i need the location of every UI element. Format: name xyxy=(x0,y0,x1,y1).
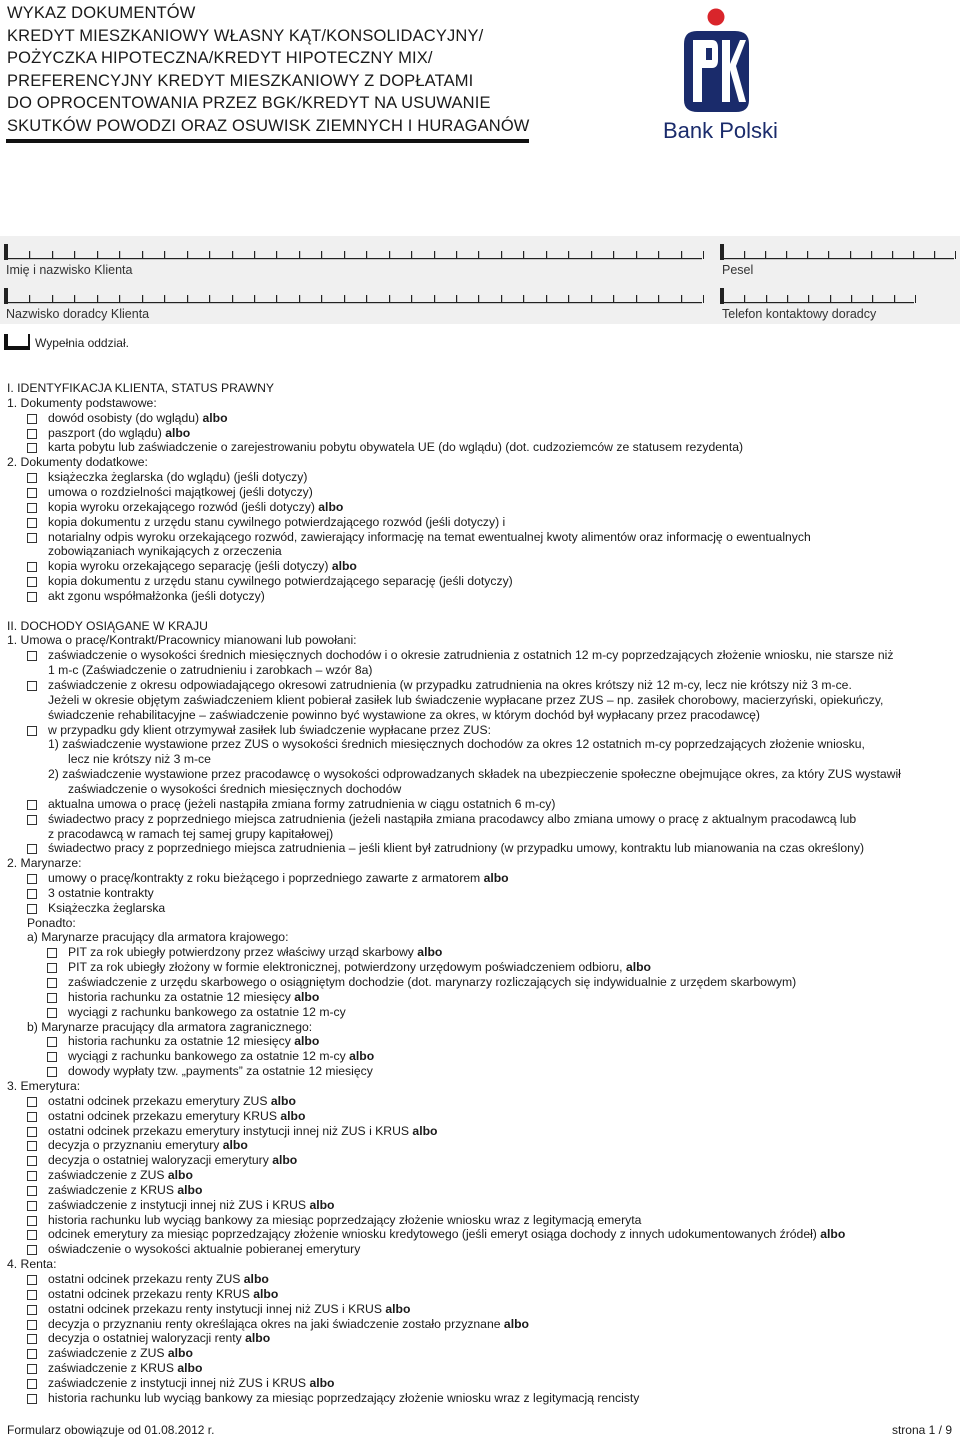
document-item xyxy=(48,1213,641,1228)
item-conjunction: albo xyxy=(177,1361,203,1376)
document-item xyxy=(48,901,165,916)
list-text xyxy=(7,856,82,871)
document-checkbox[interactable] xyxy=(27,1141,37,1151)
document-checkbox[interactable] xyxy=(27,429,37,439)
document-item xyxy=(48,515,505,530)
title-underline xyxy=(6,139,529,143)
item-text: świadectwo pracy z poprzedniego miejsca zatrudnienia (jeżeli nastąpiła zmiana pracodawcy albo zmiana umowy o pracę z aktualnym pracodawcą lub xyxy=(48,811,857,826)
item-conjunction: albo xyxy=(253,1286,279,1301)
item-conjunction: albo xyxy=(503,1316,529,1331)
item-text: ostatni odcinek przekazu emerytury instytucji innej niż ZUS i KRUS xyxy=(48,1123,413,1138)
item-text: dowód osobisty (do wglądu) xyxy=(48,410,203,425)
document-item xyxy=(68,975,796,990)
document-item xyxy=(48,500,343,515)
item-conjunction: albo xyxy=(165,425,191,440)
document-checkbox[interactable] xyxy=(47,1008,57,1018)
item-text: Książeczka żeglarska xyxy=(48,900,166,915)
item-text: kopia dokumentu z urzędu stanu cywilnego potwierdzającego rozwód (jeśli dotyczy) i xyxy=(48,514,506,529)
item-text: decyzja o przyznaniu emerytury xyxy=(48,1138,223,1153)
document-checkbox[interactable] xyxy=(27,726,37,736)
item-text: akt zgonu współmałżonka (jeśli dotyczy) xyxy=(48,588,265,603)
item-conjunction: albo xyxy=(820,1227,846,1242)
document-item xyxy=(68,1005,346,1020)
document-checkbox[interactable] xyxy=(27,815,37,825)
item-conjunction: albo xyxy=(417,945,443,960)
bank-name: Bank Polski xyxy=(663,118,778,143)
client-name-input[interactable] xyxy=(4,244,704,260)
item-text: świadectwo pracy z poprzedniego miejsca zatrudnienia – jeśli klient był zatrudniony (w przypadku umowy, kontraktu lub mianowania na czas określony) xyxy=(48,841,865,856)
title-line-5: DO OPROCENTOWANIA PRZEZ BGK/KREDYT NA USUWANIE xyxy=(7,94,491,112)
item-text: zaświadczenie z okresu odpowiadającego okresowi zatrudnienia (w przypadku zatrudnienia na okres krótszy niż 12 m-cy, lecz nie krótszy niż 3 m-ce. xyxy=(48,678,852,692)
advisor-name-label: Nazwisko doradcy Klienta xyxy=(6,307,150,321)
document-checkbox[interactable] xyxy=(47,1037,57,1047)
item-text: paszport (do wglądu) xyxy=(48,425,166,440)
document-checkbox[interactable] xyxy=(27,592,37,602)
list-text xyxy=(68,752,211,767)
pesel-label: Pesel xyxy=(722,263,754,277)
item-conjunction: albo xyxy=(349,1049,375,1064)
list-text xyxy=(68,782,401,797)
item-text: ostatni odcinek przekazu renty instytucji innej niż ZUS i KRUS xyxy=(48,1301,386,1316)
item-text: ostatni odcinek przekazu renty KRUS xyxy=(48,1286,254,1301)
document-checkbox[interactable] xyxy=(27,1127,37,1137)
title-line-4: PREFERENCYJNY KREDYT MIESZKANIOWY Z DOPŁATAMI xyxy=(7,71,474,90)
item-text: świadczenie rehabilitacyjne – zaświadczenie powinno być wystawione za okres, w którym dochód był wypłacany przez pracodawcę) xyxy=(48,707,760,722)
item-text: historia rachunku lub wyciąg bankowy za miesiąc poprzedzający złożenie wniosku wraz z legitymacją emeryta xyxy=(48,1212,642,1227)
list-text xyxy=(7,381,274,396)
item-text: 3 ostatnie kontrakty xyxy=(48,885,154,900)
pesel-input[interactable] xyxy=(720,244,956,260)
document-item xyxy=(48,426,190,441)
document-item xyxy=(48,1109,305,1124)
document-checkbox[interactable] xyxy=(27,1320,37,1330)
document-item xyxy=(68,990,319,1005)
document-item xyxy=(48,440,743,455)
document-checkbox[interactable] xyxy=(27,681,37,691)
list-text xyxy=(48,663,372,678)
item-text: zaświadczenie z instytucji innej niż ZUS i KRUS xyxy=(48,1197,310,1212)
document-item xyxy=(48,797,555,812)
item-text: zaświadczenie z KRUS xyxy=(48,1182,178,1197)
title-line-2: KREDYT MIESZKANIOWY WŁASNY KĄT/KONSOLIDACYJNY/ xyxy=(7,26,484,45)
list-text xyxy=(7,633,357,648)
document-checkbox[interactable] xyxy=(27,518,37,528)
document-checkbox[interactable] xyxy=(27,1216,37,1226)
document-item xyxy=(48,1302,410,1317)
document-item xyxy=(48,1331,270,1346)
footer-page-number: strona 1 / 9 xyxy=(891,1423,952,1437)
document-checkbox[interactable] xyxy=(27,844,37,854)
footer-valid-from: Formularz obowiązuje od 01.08.2012 r. xyxy=(7,1423,215,1437)
item-conjunction: albo xyxy=(309,1375,335,1390)
document-checkbox[interactable] xyxy=(27,800,37,810)
document-title xyxy=(7,2,547,137)
document-item xyxy=(48,559,357,574)
document-item xyxy=(48,1272,269,1287)
document-item xyxy=(48,1183,202,1198)
branch-label: Wypełnia oddział. xyxy=(35,336,129,350)
item-text: lecz nie krótszy niż 3 m-ce xyxy=(68,752,211,767)
item-text: historia rachunku lub wyciąg bankowy za miesiąc poprzedzający złożenie wniosku wraz z legitymacją rencisty xyxy=(48,1390,640,1405)
item-text: historia rachunku za ostatnie 12 miesięcy xyxy=(68,989,295,1004)
item-conjunction: albo xyxy=(318,499,344,514)
document-item xyxy=(48,871,509,886)
item-text: 1. Dokumenty podstawowe: xyxy=(7,395,157,410)
item-conjunction: albo xyxy=(412,1123,438,1138)
document-item xyxy=(48,530,811,545)
document-checkbox[interactable] xyxy=(27,874,37,884)
item-conjunction: albo xyxy=(270,1093,296,1108)
document-checkbox[interactable] xyxy=(27,1230,37,1240)
item-text: oświadczenie o wysokości aktualnie pobieranej emerytury xyxy=(48,1242,361,1257)
document-checkbox[interactable] xyxy=(27,1245,37,1255)
item-conjunction: albo xyxy=(245,1331,271,1346)
item-text: zaświadczenie z ZUS xyxy=(48,1168,168,1183)
list-text xyxy=(27,930,288,945)
document-item xyxy=(48,1391,639,1406)
item-text: kopia wyroku orzekającego separację (jeśli dotyczy) xyxy=(48,559,332,574)
document-checkbox[interactable] xyxy=(27,414,37,424)
document-checkbox[interactable] xyxy=(27,904,37,914)
item-text: Ponadto: xyxy=(27,915,76,930)
item-text: zaświadczenie z KRUS xyxy=(48,1361,178,1376)
document-item xyxy=(48,1361,202,1376)
document-checkbox[interactable] xyxy=(47,993,57,1003)
item-text: Jeżeli w okresie objętym zaświadczeniem klient pobierał zasiłek lub świadczenie wypłacane przez ZUS – np. zasiłek chorobowy, macierzyński, opiekuńczy, xyxy=(48,692,884,707)
item-text: ostatni odcinek przekazu emerytury KRUS xyxy=(48,1108,281,1123)
item-text: zaświadczenie z ZUS xyxy=(48,1346,168,1361)
document-item xyxy=(48,589,265,604)
item-text: decyzja o przyznaniu renty określająca okres na jaki świadczenie zostało przyznane xyxy=(48,1316,504,1331)
list-text xyxy=(7,396,157,411)
title-line-6: SKUTKÓW POWODZI ORAZ OSUWISK ZIEMNYCH I HURAGANÓW xyxy=(7,116,530,135)
list-text xyxy=(48,708,760,723)
document-checkbox[interactable] xyxy=(27,473,37,483)
item-text: dowody wypłaty tzw. „payments” za ostatnie 12 miesięcy xyxy=(68,1064,373,1079)
item-text: 2. Marynarze: xyxy=(7,856,82,871)
item-conjunction: albo xyxy=(280,1108,306,1123)
item-text: a) Marynarze pracujący dla armatora krajowego: xyxy=(27,930,289,945)
item-text: aktualna umowa o pracę (jeżeli nastąpiła zmiana formy zatrudnienia w ciągu ostatnich 6 m-cy) xyxy=(48,796,556,811)
document-item xyxy=(68,960,651,975)
document-checkbox[interactable] xyxy=(27,1364,37,1374)
document-checkbox[interactable] xyxy=(27,503,37,513)
list-text xyxy=(7,619,208,634)
item-text: notarialny odpis wyroku orzekającego rozwód, zawierający informację na temat ewentualnej kwoty alimentów oraz informację o ewentualnych xyxy=(48,529,811,544)
item-conjunction: albo xyxy=(309,1197,335,1212)
item-text: zaświadczenie o wysokości średnich miesięcznych dochodów i o okresie zatrudnienia z ostatnich 12 m-cy poprzedzających złożenie wniosku, nie starsze niż xyxy=(48,648,894,663)
document-checkbox[interactable] xyxy=(27,1156,37,1166)
item-conjunction: albo xyxy=(625,960,652,975)
item-text: umowa o rozdzielności majątkowej (jeśli dotyczy) xyxy=(48,484,313,499)
document-checkbox[interactable] xyxy=(27,1186,37,1196)
document-checkbox[interactable] xyxy=(27,562,37,572)
item-conjunction: albo xyxy=(222,1138,248,1153)
document-item xyxy=(48,1124,437,1139)
title-line-3: POŻYCZKA HIPOTECZNA/KREDYT HIPOTECZNY MIX/ xyxy=(7,49,433,67)
document-checkbox[interactable] xyxy=(47,963,57,973)
document-item xyxy=(48,648,893,663)
document-item xyxy=(48,1287,278,1302)
document-item xyxy=(48,678,852,693)
item-text: b) Marynarze pracujący dla armatora zagranicznego: xyxy=(27,1019,313,1034)
item-conjunction: albo xyxy=(272,1153,298,1168)
item-conjunction: albo xyxy=(177,1182,203,1197)
document-item xyxy=(48,470,307,485)
item-text: w przypadku gdy klient otrzymywał zasiłek lub świadczenie wypłacane przez ZUS: xyxy=(48,722,491,737)
item-text: umowy o pracę/kontrakty z roku bieżącego i poprzedniego zawarte z armatorem xyxy=(48,871,484,886)
document-item xyxy=(48,1198,335,1213)
document-item xyxy=(48,574,513,589)
item-text: książeczka żeglarska (do wglądu) (jeśli dotyczy) xyxy=(48,470,308,485)
item-text: ostatni odcinek przekazu renty ZUS xyxy=(48,1272,244,1286)
list-text xyxy=(27,1020,312,1035)
document-item xyxy=(48,485,313,500)
document-checkbox[interactable] xyxy=(27,1305,37,1315)
branch-checkbox[interactable] xyxy=(4,332,32,352)
item-text: kopia wyroku orzekającego rozwód (jeśli dotyczy) xyxy=(48,499,319,514)
item-text: 4. Renta: xyxy=(7,1257,57,1272)
document-checkbox[interactable] xyxy=(27,1275,37,1285)
item-text: 3. Emerytura: xyxy=(7,1078,81,1093)
document-checkbox[interactable] xyxy=(27,1349,37,1359)
item-text: z pracodawcą w ramach tej samej grupy kapitałowej) xyxy=(48,826,334,841)
advisor-phone-input[interactable] xyxy=(720,288,916,304)
document-checkbox[interactable] xyxy=(27,1290,37,1300)
item-text: zaświadczenie o wysokości średnich miesięcznych dochodów xyxy=(68,781,402,796)
document-checkbox[interactable] xyxy=(47,978,57,988)
document-header xyxy=(0,0,960,150)
client-name-label: Imię i nazwisko Klienta xyxy=(6,263,133,277)
document-checkbox[interactable] xyxy=(27,651,37,661)
list-text xyxy=(7,1257,56,1272)
item-text: 2) zaświadczenie wystawione przez pracodawcę o wysokości odprowadzanych składek na ubezpieczenie społeczne obejmujące okres, za który ZUS wystawił xyxy=(48,767,901,782)
item-conjunction: albo xyxy=(167,1346,193,1361)
document-item xyxy=(48,1242,360,1257)
document-item xyxy=(48,812,856,827)
document-item xyxy=(48,1346,193,1361)
document-item xyxy=(68,945,442,960)
document-checkbox[interactable] xyxy=(27,577,37,587)
document-item xyxy=(48,1168,193,1183)
list-text xyxy=(7,455,148,470)
document-checkbox[interactable] xyxy=(47,1052,57,1062)
item-text: wyciągi z rachunku bankowego za ostatnie 12 m-cy xyxy=(68,1049,350,1064)
item-conjunction: albo xyxy=(243,1272,269,1286)
item-text: wyciągi z rachunku bankowego za ostatnie 12 m-cy xyxy=(68,1004,346,1019)
document-item xyxy=(48,1317,529,1332)
document-item xyxy=(48,1138,248,1153)
document-checkbox[interactable] xyxy=(27,1334,37,1344)
item-conjunction: albo xyxy=(202,410,228,425)
document-checkbox[interactable] xyxy=(27,1394,37,1404)
list-text xyxy=(27,916,76,931)
item-conjunction: albo xyxy=(385,1301,411,1316)
document-item xyxy=(68,1049,374,1064)
title-line-1: WYKAZ DOKUMENTÓW xyxy=(7,4,196,22)
item-text: PIT za rok ubiegły potwierdzony przez właściwy urząd skarbowy xyxy=(68,945,418,960)
document-checkbox[interactable] xyxy=(27,889,37,899)
item-text: I. IDENTYFIKACJA KLIENTA, STATUS PRAWNY xyxy=(7,381,275,395)
document-checkbox[interactable] xyxy=(47,948,57,958)
document-item xyxy=(68,1064,373,1079)
item-text: II. DOCHODY OSIĄGANE W KRAJU xyxy=(7,618,208,633)
document-checkbox[interactable] xyxy=(27,488,37,498)
item-conjunction: albo xyxy=(294,1034,320,1049)
list-text xyxy=(48,767,901,782)
list-text xyxy=(48,693,883,708)
advisor-phone-label: Telefon kontaktowy doradcy xyxy=(722,307,877,321)
list-text xyxy=(7,1079,80,1094)
item-text: 1 m-c (Zaświadczenie o zatrudnieniu i zarobkach – wzór 8a) xyxy=(48,663,373,678)
item-text: 2. Dokumenty dodatkowe: xyxy=(7,455,148,470)
item-conjunction: albo xyxy=(483,871,509,886)
item-conjunction: albo xyxy=(167,1168,193,1183)
document-checkbox[interactable] xyxy=(27,1097,37,1107)
document-checkbox[interactable] xyxy=(27,1171,37,1181)
item-text: karta pobytu lub zaświadczenie o zarejestrowaniu pobytu obywatela UE (do wglądu) (dot. cudzoziemców ze statusem rezydenta) xyxy=(48,440,744,455)
item-conjunction: albo xyxy=(331,559,357,574)
item-text: decyzja o ostatniej waloryzacji emerytury xyxy=(48,1153,273,1168)
document-checkbox[interactable] xyxy=(27,1379,37,1389)
document-item xyxy=(48,1094,296,1109)
document-item xyxy=(48,841,864,856)
item-conjunction: albo xyxy=(294,989,320,1004)
advisor-name-input[interactable] xyxy=(4,288,704,304)
document-item xyxy=(68,1034,319,1049)
item-text: zobowiązaniach wynikających z orzeczenia xyxy=(48,544,282,559)
item-text: zaświadczenie z instytucji innej niż ZUS i KRUS xyxy=(48,1375,310,1390)
item-text: 1) zaświadczenie wystawione przez ZUS o wysokości średnich miesięcznych dochodów za okres 12 ostatnich m-cy poprzedzających złożenie wniosku, xyxy=(48,737,865,752)
item-text: 1. Umowa o pracę/Kontrakt/Pracownicy mianowani lub powołani: xyxy=(7,633,357,648)
list-text xyxy=(48,544,282,559)
document-item xyxy=(48,1227,845,1242)
document-checkbox[interactable] xyxy=(27,533,37,543)
document-item xyxy=(48,1376,335,1391)
item-text: decyzja o ostatniej waloryzacji renty xyxy=(48,1331,246,1346)
document-item xyxy=(48,411,228,426)
document-checkbox[interactable] xyxy=(47,1067,57,1077)
item-text: zaświadczenie z urzędu skarbowego o osiągniętym dochodzie (dot. marynarzy rozliczających się indywidualnie z urzędem skarbowym) xyxy=(68,975,797,989)
document-checkbox[interactable] xyxy=(27,1112,37,1122)
item-text: historia rachunku za ostatnie 12 miesięcy xyxy=(68,1034,295,1049)
item-text: odcinek emerytury za miesiąc poprzedzający złożenie wniosku kredytowego (jeśli emeryt osiąga dochody z innych udokumentowanych źródeł) xyxy=(48,1227,821,1242)
document-item xyxy=(48,1153,297,1168)
document-item xyxy=(48,723,491,738)
document-item xyxy=(48,886,154,901)
document-checkbox[interactable] xyxy=(27,1201,37,1211)
document-checkbox[interactable] xyxy=(27,443,37,453)
list-text xyxy=(48,827,333,842)
item-text: ostatni odcinek przekazu emerytury ZUS xyxy=(48,1093,271,1108)
list-text xyxy=(48,737,865,752)
item-text: kopia dokumentu z urzędu stanu cywilnego potwierdzającego separację (jeśli dotyczy) xyxy=(48,574,513,589)
item-text: PIT za rok ubiegły złożony w formie elektronicznej, potwierdzony urzędowym poświadczeniem odbioru, xyxy=(68,960,626,975)
